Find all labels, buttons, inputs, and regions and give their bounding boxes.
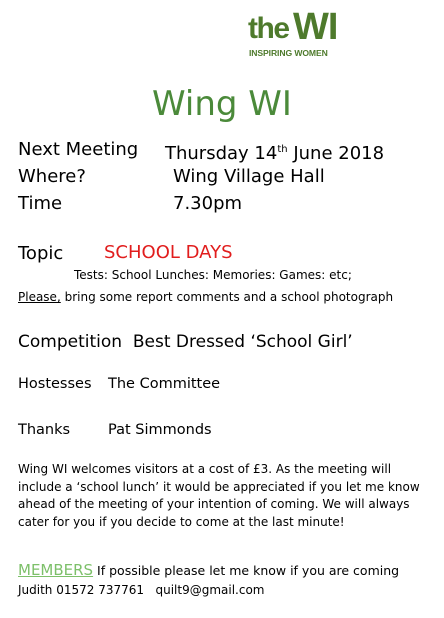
topic-label: Topic <box>18 243 64 264</box>
please-rest: bring some report comments and a school photograph <box>60 290 394 304</box>
visitors-paragraph: Wing WI welcomes visitors at a cost of £3. As the meeting will include a ‘school lunch’ it would be appreciated if you let me know ahead of the meeting of your intention of coming. We will always cater for you if you decide to come at the last minute! <box>18 462 420 529</box>
thanks-label: Thanks <box>18 422 71 438</box>
next-meeting-ordinal: th <box>277 144 288 155</box>
time-label: Time <box>18 193 63 214</box>
please-line <box>18 289 393 305</box>
topic-detail: Tests: School Lunches: Memories: Games: etc; <box>74 268 352 282</box>
time-value: 7.30pm <box>173 193 243 214</box>
next-meeting-label: Next Meeting <box>18 139 139 160</box>
wi-logo <box>248 6 348 58</box>
logo-the-text: the <box>248 12 289 45</box>
where-label: Where? <box>18 166 86 187</box>
next-meeting-day: Thursday 14 <box>165 143 278 164</box>
members-line <box>18 561 399 580</box>
competition-line <box>18 331 353 353</box>
contact-name-phone: Judith 01572 737761 <box>18 583 145 597</box>
hostesses-label: Hostesses <box>18 376 92 392</box>
competition-value: Best Dressed ‘School Girl’ <box>132 332 353 352</box>
topic-value: SCHOOL DAYS <box>104 242 233 263</box>
wi-logo-mark <box>248 8 348 46</box>
thanks-value: Pat Simmonds <box>108 422 212 438</box>
please-word: Please, <box>18 290 61 304</box>
contact-email: quilt9@gmail.com <box>155 583 265 597</box>
where-value: Wing Village Hall <box>173 166 325 187</box>
contact-line <box>18 582 265 598</box>
logo-tagline: INSPIRING WOMEN <box>249 48 328 58</box>
competition-label: Competition <box>18 332 123 352</box>
logo-wi-text: WI <box>293 6 338 48</box>
page-title: Wing WI <box>152 84 292 124</box>
members-text: If possible please let me know if you are coming <box>93 563 400 578</box>
hostesses-value: The Committee <box>108 376 221 392</box>
next-meeting-month-year: June 2018 <box>287 143 385 164</box>
members-word: MEMBERS <box>18 561 94 579</box>
next-meeting-date <box>165 139 384 165</box>
